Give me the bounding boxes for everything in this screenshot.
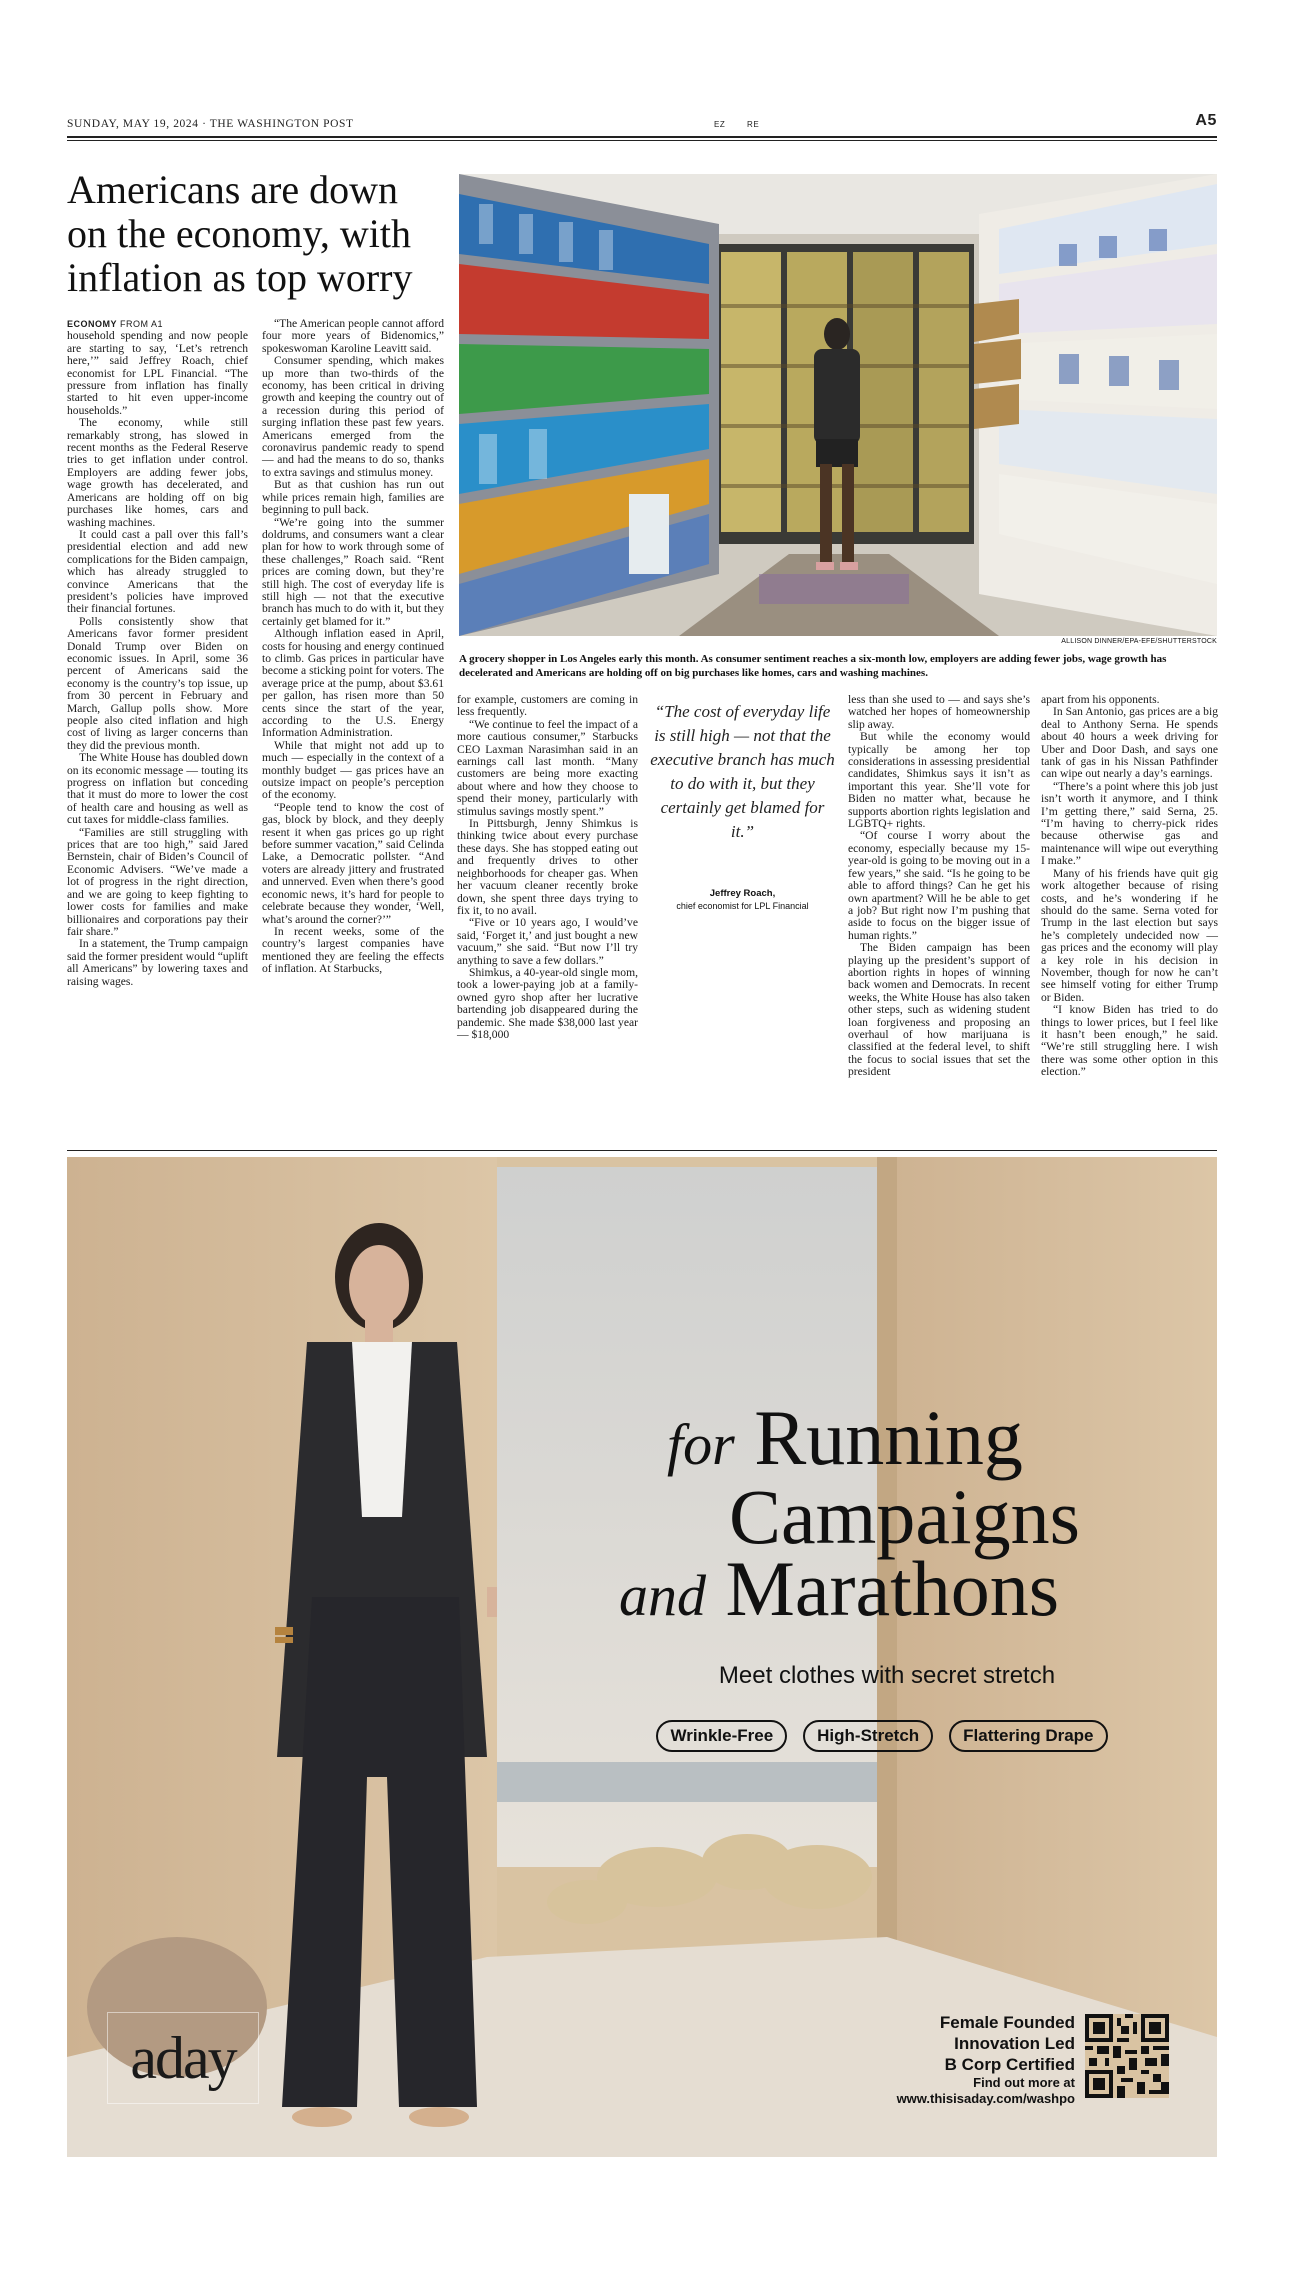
ad-headline-word: and bbox=[619, 1563, 706, 1628]
ad-headline bbox=[607, 1394, 1167, 1632]
article-paragraph: “The American people cannot afford four more years of Bidenomics,” spokeswoman Karoline Leavitt said. bbox=[262, 317, 444, 355]
article-kicker: ECONOMY bbox=[67, 319, 118, 329]
ad-feature-pills bbox=[602, 1720, 1162, 1752]
article-headline: Americans are down on the economy, with inflation as top worry bbox=[67, 167, 413, 300]
article-paragraph: “There’s a point where this job just isn’t worth it anymore, and I think I’m getting there,” said Serna, 25. “I’m having to cherry-pick rides because otherwise gas and maintenance will wipe out everything I make.” bbox=[1041, 779, 1218, 868]
ad-url[interactable]: www.thisisaday.com/washpo bbox=[896, 2091, 1075, 2106]
article-paragraph: Many of his friends have quit gig work altogether because of rising costs, and he’s wondering if he should do the same. Serna voted for Trump in the last election but says he’s completely undecided now — gas prices and the economy will play a key role in his decision in November, though for now he can’t see himself voting for either Trump or Biden. bbox=[1041, 866, 1218, 1004]
article-paragraph: “Families are still struggling with prices that are too high,” said Jared Bernstein, chair of Biden’s Council of Economic Advisers. “We’ve made a lot of progress in the right direction, and we are going to keep fighting to lower costs for families and make billionaires and corporations pay their fair share.” bbox=[67, 825, 248, 938]
ad-fact: B Corp Certified bbox=[944, 2055, 1075, 2074]
ad-subhead: Meet clothes with secret stretch bbox=[718, 1662, 1056, 1689]
pull-quote-attribution: Jeffrey Roach, bbox=[709, 888, 776, 899]
article-column-3 bbox=[457, 694, 638, 1041]
feature-pill: Wrinkle-Free bbox=[656, 1720, 787, 1752]
page-number: A5 bbox=[1195, 112, 1217, 129]
ad-background-scene bbox=[67, 1157, 1217, 2157]
grocery-aisle-photo bbox=[459, 174, 1217, 636]
clothing-advertisement bbox=[67, 1157, 1217, 2157]
article-paragraph: The economy, while still remarkably strong, has slowed in recent months as the Federal Reserve tries to get inflation under control. Employers are adding fewer jobs, wage growth has decelerated, and Americans are holding off on big purchases like homes, cars and washing machines. bbox=[67, 416, 248, 529]
article-paragraph: “People tend to know the cost of gas, block by block, and they deeply resent it when gas prices go up right before summer vacation,” said Celinda Lake, a Democratic pollster. “And voters are already jittery and frustrated and unnerved. Even when there’s good economic news, it’s hard for people to celebrate because they wonder, ‘Well, what’s around the corner?’” bbox=[262, 800, 444, 926]
article-column-5 bbox=[848, 694, 1030, 1079]
ad-headline-word: for bbox=[667, 1412, 735, 1477]
feature-pill: High-Stretch bbox=[803, 1720, 933, 1752]
article-column-6 bbox=[1041, 694, 1218, 1079]
ad-headline-line: Campaigns bbox=[729, 1473, 1080, 1560]
article-paragraph: But as that cushion has run out while prices remain high, families are beginning to pull back. bbox=[262, 478, 444, 517]
article-column-1 bbox=[67, 318, 248, 988]
feature-pill: Flattering Drape bbox=[949, 1720, 1107, 1752]
ad-headline-word: Running bbox=[754, 1394, 1023, 1481]
article-paragraph: Polls consistently show that Americans favor former president Donald Trump over Biden on economic issues. In April, some 36 percent of Americans said the economy is the country’s top issue, up from 30 percent in February and March, Gallup polls show. More people also cited inflation and high cost of living as larger concerns than they did the previous month. bbox=[67, 614, 248, 752]
grocery-aisle-illustration bbox=[459, 174, 1217, 636]
article-paragraph: In Pittsburgh, Jenny Shimkus is thinking twice about every purchase these days. She has stopped eating out and frequently drives to other neighborhoods for cheaper gas. When her vacuum cleaner recently broke down, she spent three days trying to fix it, to no avail. bbox=[457, 817, 638, 917]
article-paragraph: less than she used to — and says she’s watched her hopes of homeownership slip away. bbox=[848, 693, 1030, 731]
ad-find-out: Find out more at bbox=[973, 2075, 1075, 2090]
ad-fact: Innovation Led bbox=[954, 2034, 1075, 2053]
article-paragraph: household spending and now people are starting to say, ‘Let’s retrench here,’” said Jeffrey Roach, chief economist for LPL Financial. “The pressure from inflation has finally started to hit even upper-income households.” bbox=[67, 329, 248, 417]
article-paragraph: In San Antonio, gas prices are a big deal to Anthony Serna. He spends about 40 hours a week driving for Uber and Door Dash, and says one tank of gas in his Nissan Pathfinder can wipe out nearly a day’s earnings. bbox=[1041, 705, 1218, 781]
article-paragraph: apart from his opponents. bbox=[1041, 693, 1160, 706]
ad-headline-line bbox=[607, 1394, 1167, 1481]
article-paragraph: In recent weeks, some of the country’s largest companies have mentioned they are feeling the effects of inflation. At Starbucks, bbox=[262, 924, 444, 976]
ad-fact: Female Founded bbox=[939, 2013, 1075, 2032]
header-rule bbox=[67, 140, 1217, 141]
header-rule bbox=[67, 136, 1217, 138]
article-paragraph: Shimkus, a 40-year-old single mom, took a lower-paying job at a family-owned gyro shop after her lucrative bartending job disappeared during the pandemic. She made $38,000 last year — $18,000 bbox=[457, 965, 638, 1041]
aday-logo: aday bbox=[107, 2012, 259, 2104]
article-paragraph: for example, customers are coming in less frequently. bbox=[457, 693, 638, 719]
ad-company-facts bbox=[897, 2012, 1075, 2107]
pull-quote-title: chief economist for LPL Financial bbox=[676, 901, 809, 911]
article-paragraph: Consumer spending, which makes up more than two-thirds of the economy, has been critical in driving growth and keeping the country out of a recession during this period of surging inflation these past few years. Americans emerged from the coronavirus pandemic ready to spend — and had the means to do so, thanks to extra savings and stimulus money. bbox=[262, 354, 444, 479]
article-paragraph: “We’re going into the summer doldrums, and consumers want a clear plan for how to work through some of these challenges,” Roach said. “Rent prices are coming down, but they’re still high. The cost of everyday life is still high — not that the executive branch has much to do with it, but they certainly get blamed for it.” bbox=[262, 515, 444, 628]
page-header bbox=[67, 112, 1217, 134]
photo-caption: A grocery shopper in Los Angeles early this month. As consumer sentiment reaches a six-month low, employers are adding fewer jobs, wage growth has decelerated and Americans are holding off on big purchases like homes, cars and washing machines. bbox=[459, 653, 1167, 679]
qr-code-icon[interactable] bbox=[1085, 2014, 1169, 2098]
edition-code: RE bbox=[747, 120, 760, 129]
article-column-2 bbox=[262, 318, 444, 976]
article-paragraph: But while the economy would typically be among her top considerations in assessing presidential candidates, Shimkus says it isn’t as important this year. She’ll vote for Biden no matter what, because he supports abortion rights legislation and LGBTQ+ rights. bbox=[848, 730, 1030, 831]
ad-divider bbox=[67, 1150, 1217, 1151]
ad-headline-word: Marathons bbox=[725, 1545, 1060, 1632]
photo-credit: ALLISON DINNER/EPA-EFE/SHUTTERSTOCK bbox=[1061, 638, 1217, 645]
ad-headline-line bbox=[607, 1545, 1167, 1632]
article-paragraph: The White House has doubled down on its economic message — touting its progress on inflation but conceding that it must do more to lower the cost of health care and housing as well as cut taxes for middle-class families. bbox=[67, 751, 248, 827]
article-paragraph: While that might not add up to much — especially in the context of a monthly budget — gas prices have an outsize impact on people’s perception of the economy. bbox=[262, 738, 444, 802]
jump-reference: FROM A1 bbox=[117, 319, 164, 329]
article-paragraph: “We continue to feel the impact of a more cautious consumer,” Starbucks CEO Laxman Narasimhan said in an earnings call last month. “Many customers are being more exacting about where and how they choose to spend their money, particularly with stimulus savings mostly spent.” bbox=[457, 717, 638, 818]
article-paragraph: “I know Biden has tried to do things to lower prices, but I feel like it hasn’t been enough,” he said. “We’re still struggling here. I wish there was some other option in this election.” bbox=[1041, 1003, 1218, 1079]
article-paragraph: In a statement, the Trump campaign said the former president would “uplift all Americans” by lowering taxes and raising wages. bbox=[67, 937, 248, 988]
article-paragraph: “Five or 10 years ago, I would’ve said, ‘Forget it,’ and just bought a new vacuum,” she said. “But now I’ll try anything to save a few dollars.” bbox=[457, 916, 638, 967]
article-paragraph: It could cast a pall over this fall’s presidential election and add new complications for the Biden campaign, which has already struggled to convince Americans that the president’s policies have improved their financial fortunes. bbox=[67, 527, 248, 616]
article-paragraph: The Biden campaign has been playing up the president’s support of abortion rights in hopes of winning back women and Democrats. In recent weeks, the White House has also taken other steps, such as widening student loan forgiveness and proposing an overhaul of how marijuana is classified at the federal level, to shift the focus to social issues that set the president bbox=[848, 941, 1030, 1079]
article-paragraph: Although inflation eased in April, costs for housing and energy continued to climb. Gas prices in particular have become a sticking point for voters. The average price at the pump, about $3.61 per gallon, has risen more than 50 cents since the start of the year, according to the U.S. Energy Information Administration. bbox=[262, 627, 444, 740]
article-paragraph: “Of course I worry about the economy, especially because my 15-year-old is going to be moving out in a few years,” she said. “Is he going to be able to afford things? Can he get his own apartment? Will he be able to get a job? But right now I’m pushing that aside to focus on the bigger issue of human rights.” bbox=[848, 829, 1030, 942]
pull-quote: “The cost of everyday life is still high — not that the executive branch has much to do with it, but they certainly get blamed for it.” bbox=[650, 702, 835, 841]
edition-code: EZ bbox=[714, 120, 726, 129]
dateline: SUNDAY, MAY 19, 2024 · THE WASHINGTON POST bbox=[67, 118, 354, 130]
